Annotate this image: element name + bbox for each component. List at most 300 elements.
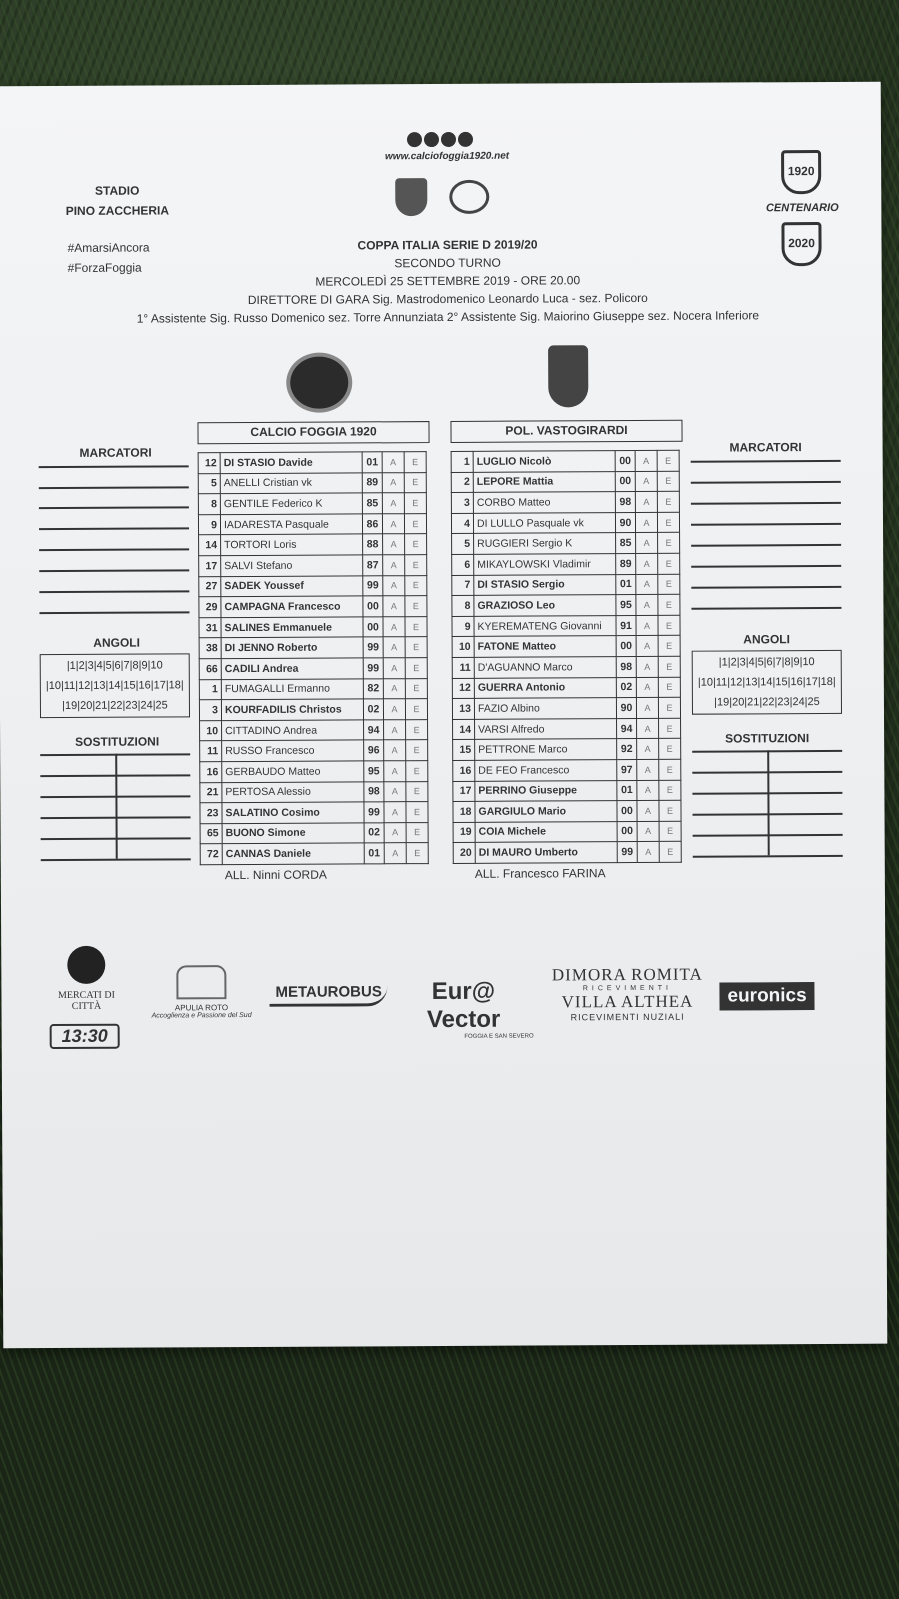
player-name: DI LULLO Pasquale vk [473, 512, 615, 533]
player-year: 89 [362, 472, 382, 493]
hashtag-2: #ForzaFoggia [67, 260, 142, 275]
player-year: 99 [364, 802, 384, 823]
write-in-line[interactable] [39, 611, 189, 614]
player-name: DI STASIO Davide [220, 452, 362, 473]
player-name: FAZIO Albino [474, 698, 616, 719]
col-e[interactable]: E [659, 718, 681, 739]
player-number: 3 [199, 700, 221, 721]
player-name: RUSSO Francesco [222, 740, 364, 761]
player-name: SALINES Emmanuele [221, 617, 363, 638]
eurovector-label: Eur@ Vector [426, 977, 501, 1034]
player-row [453, 842, 681, 864]
col-a[interactable]: A [637, 739, 659, 760]
col-a[interactable]: A [382, 513, 404, 534]
home-roster [198, 451, 429, 865]
match-date: MERCOLEDÌ 25 SETTEMBRE 2019 - ORE 20.00 [315, 273, 581, 289]
player-row [199, 616, 427, 638]
col-a[interactable]: A [383, 637, 405, 658]
col-a[interactable]: A [637, 842, 659, 863]
col-e[interactable]: E [405, 699, 427, 720]
player-year: 99 [363, 637, 383, 658]
away-sostituzioni-title: SOSTITUZIONI [725, 731, 810, 746]
player-year: 94 [617, 718, 637, 739]
youtube-icon[interactable] [458, 132, 473, 147]
col-a[interactable]: A [636, 574, 658, 595]
player-row [452, 533, 680, 555]
col-e[interactable]: E [406, 740, 428, 761]
player-name: DI STASIO Sergio [474, 574, 616, 595]
player-name: CADILI Andrea [221, 658, 363, 679]
player-year: 98 [364, 781, 384, 802]
write-in-line[interactable] [691, 460, 841, 463]
lnd-logo-icon [395, 178, 427, 216]
away-marcatori-title: MARCATORI [729, 440, 802, 455]
round: SECONDO TURNO [394, 255, 501, 271]
col-e[interactable]: E [405, 555, 427, 576]
apulia-tagline: Accoglienza e Passione del Sud [151, 1012, 252, 1020]
col-e[interactable]: E [658, 533, 680, 554]
player-name: SALVI Stefano [221, 555, 363, 576]
col-a[interactable]: A [383, 575, 405, 596]
col-e[interactable]: E [658, 677, 680, 698]
col-a[interactable]: A [637, 759, 659, 780]
player-row [452, 636, 680, 658]
col-a[interactable]: A [637, 718, 659, 739]
player-year: 99 [617, 842, 637, 863]
player-row [199, 596, 427, 618]
apulia-label: APULIA ROTO [174, 1003, 229, 1013]
player-year: 86 [362, 514, 382, 535]
col-e[interactable]: E [659, 759, 681, 780]
player-year: 01 [616, 574, 636, 595]
angoli-row: |19|20|21|22|23|24|25 [62, 699, 168, 712]
col-a[interactable]: A [383, 555, 405, 576]
col-e[interactable]: E [405, 616, 427, 637]
player-name: MIKAYLOWSKI Vladimir [474, 554, 616, 575]
col-e[interactable]: E [405, 658, 427, 679]
home-coach: ALL. Ninni CORDA [224, 867, 327, 883]
stadium-name [47, 180, 187, 221]
col-e[interactable]: E [658, 656, 680, 677]
col-e[interactable]: E [657, 491, 679, 512]
player-name: D'AGUANNO Marco [474, 657, 616, 678]
col-a[interactable]: A [384, 802, 406, 823]
facebook-icon[interactable] [407, 132, 422, 147]
player-row [200, 802, 428, 824]
col-a[interactable]: A [382, 493, 404, 514]
player-number: 21 [200, 782, 222, 803]
player-number: 5 [452, 534, 474, 555]
badge-1920-icon: 1920 [781, 150, 821, 194]
eurovector-logo [393, 978, 533, 1041]
player-name: GERBAUDO Matteo [222, 761, 364, 782]
player-row [200, 719, 428, 741]
player-number: 14 [199, 535, 221, 556]
col-e[interactable]: E [659, 842, 681, 863]
col-e[interactable]: E [659, 821, 681, 842]
col-e[interactable]: E [659, 739, 681, 760]
player-year: 99 [363, 658, 383, 679]
col-a[interactable]: A [384, 822, 406, 843]
instagram-icon[interactable] [441, 132, 456, 147]
away-marcatori-lines [0, 82, 881, 87]
col-e[interactable]: E [659, 800, 681, 821]
col-a[interactable]: A [636, 636, 658, 657]
player-row [452, 574, 680, 596]
player-row [453, 821, 681, 843]
player-year: 90 [615, 512, 635, 533]
col-a[interactable]: A [383, 596, 405, 617]
player-row [199, 555, 427, 577]
write-in-line[interactable] [691, 544, 841, 547]
home-marcatori-title: MARCATORI [79, 445, 152, 460]
col-a[interactable]: A [383, 699, 405, 720]
col-a[interactable]: A [384, 719, 406, 740]
player-row [199, 658, 427, 680]
player-year: 00 [363, 617, 383, 638]
player-number: 3 [451, 493, 473, 514]
col-a[interactable]: A [637, 800, 659, 821]
col-e[interactable]: E [657, 512, 679, 533]
player-year: 82 [363, 678, 383, 699]
home-sostituzioni-title: SOSTITUZIONI [75, 734, 160, 749]
col-e[interactable]: E [405, 596, 427, 617]
write-in-line[interactable] [691, 502, 841, 505]
away-angoli-title: ANGOLI [743, 632, 790, 647]
player-year: 85 [362, 493, 382, 514]
player-name: CORBO Matteo [473, 492, 615, 513]
player-number: 14 [453, 719, 475, 740]
player-number: 16 [453, 760, 475, 781]
player-name: DE FEO Francesco [475, 759, 617, 780]
player-row [200, 740, 428, 762]
player-name: DI MAURO Umberto [475, 842, 617, 863]
player-year: 97 [617, 759, 637, 780]
col-e[interactable]: E [405, 575, 427, 596]
referee: DIRETTORE DI GARA Sig. Mastrodomenico Leonardo Luca - sez. Policoro [247, 290, 648, 308]
col-e[interactable]: E [658, 553, 680, 574]
col-a[interactable]: A [383, 616, 405, 637]
player-number: 66 [199, 659, 221, 680]
player-name: CITTADINO Andrea [222, 720, 364, 741]
col-a[interactable]: A [383, 534, 405, 555]
player-row [199, 699, 427, 721]
col-a[interactable]: A [635, 492, 657, 513]
angoli-row: |10|11|12|13|14|15|16|17|18| [697, 675, 836, 689]
col-a[interactable]: A [636, 595, 658, 616]
home-sostituzioni-grid [0, 82, 881, 87]
write-in-line[interactable] [691, 481, 841, 484]
col-a[interactable]: A [636, 656, 658, 677]
player-name: FUMAGALLI Ermanno [221, 678, 363, 699]
player-year: 00 [616, 636, 636, 657]
col-a[interactable]: A [636, 697, 658, 718]
player-year: 99 [363, 575, 383, 596]
player-year: 90 [616, 698, 636, 719]
player-name: GRAZIOSO Leo [474, 595, 616, 616]
col-e[interactable]: E [406, 760, 428, 781]
player-row [453, 718, 681, 740]
col-a[interactable]: A [635, 450, 657, 471]
player-name: DI JENNO Roberto [221, 637, 363, 658]
col-a[interactable]: A [384, 843, 406, 864]
write-in-line[interactable] [39, 506, 189, 509]
col-e[interactable]: E [404, 472, 426, 493]
player-name: GUERRA Antonio [474, 677, 616, 698]
player-name: LUGLIO Nicolò [473, 451, 615, 472]
col-e[interactable]: E [657, 450, 679, 471]
mercati-logo [51, 946, 121, 1012]
col-a[interactable]: A [636, 677, 658, 698]
write-in-line[interactable] [691, 586, 841, 589]
angoli-row: |19|20|21|22|23|24|25 [714, 696, 820, 709]
player-number: 1 [199, 679, 221, 700]
col-e[interactable]: E [405, 637, 427, 658]
player-name: RUGGIERI Sergio K [474, 533, 616, 554]
euronics-logo: euronics [719, 982, 814, 1010]
player-number: 9 [452, 616, 474, 637]
angoli-row: |1|2|3|4|5|6|7|8|9|10 [66, 659, 163, 672]
player-number: 16 [200, 762, 222, 783]
player-year: 00 [617, 821, 637, 842]
col-e[interactable]: E [658, 574, 680, 595]
dimora-romita-logo [547, 965, 707, 1023]
col-a[interactable]: A [383, 678, 405, 699]
hashtag-1: #AmarsiAncora [67, 240, 150, 255]
player-row [199, 534, 427, 556]
villa-tagline: RICEVIMENTI NUZIALI [570, 1011, 685, 1023]
centenario-label: CENTENARIO [765, 201, 839, 215]
player-year: 98 [615, 492, 635, 513]
col-a[interactable]: A [383, 658, 405, 679]
col-a[interactable]: A [384, 740, 406, 761]
player-year: 85 [616, 533, 636, 554]
player-year: 00 [615, 471, 635, 492]
player-row [200, 843, 428, 865]
col-a[interactable]: A [635, 471, 657, 492]
player-name: SADEK Youssef [221, 575, 363, 596]
player-number: 10 [200, 720, 222, 741]
player-number: 13 [452, 698, 474, 719]
player-number: 11 [200, 741, 222, 762]
sponsor-strip [1, 942, 886, 1077]
sostituzione-divider [767, 750, 769, 855]
write-in-line[interactable] [39, 527, 189, 530]
player-number: 9 [198, 514, 220, 535]
player-number: 23 [200, 803, 222, 824]
col-e[interactable]: E [406, 802, 428, 823]
player-name: ANELLI Cristian vk [220, 473, 362, 494]
player-year: 95 [364, 761, 384, 782]
player-year: 02 [363, 699, 383, 720]
col-a[interactable]: A [637, 821, 659, 842]
player-row [198, 472, 426, 494]
player-year: 91 [616, 615, 636, 636]
col-a[interactable]: A [636, 553, 658, 574]
player-year: 02 [616, 677, 636, 698]
vastogirardi-crest-icon [548, 345, 588, 407]
player-number: 1 [451, 451, 473, 472]
player-row [198, 513, 426, 535]
player-number: 65 [200, 823, 222, 844]
write-in-line[interactable] [39, 569, 189, 572]
col-e[interactable]: E [405, 534, 427, 555]
player-year: 01 [617, 780, 637, 801]
player-name: CANNAS Daniele [222, 843, 364, 864]
player-year: 00 [363, 596, 383, 617]
player-row [452, 656, 680, 678]
col-a[interactable]: A [636, 533, 658, 554]
col-e[interactable]: E [659, 780, 681, 801]
competition: COPPA ITALIA SERIE D 2019/20 [357, 237, 538, 253]
away-angoli-box[interactable] [692, 650, 842, 715]
player-number: 10 [452, 637, 474, 658]
player-row [453, 739, 681, 761]
player-row [452, 677, 680, 699]
player-row [199, 678, 427, 700]
player-row [452, 594, 680, 616]
dimora-label: DIMORA ROMITA [551, 964, 703, 985]
player-number: 38 [199, 638, 221, 659]
stadium-line-1: STADIO [94, 183, 140, 198]
player-name: BUONO Simone [222, 823, 364, 844]
write-in-line[interactable] [39, 465, 189, 468]
col-e[interactable]: E [406, 843, 428, 864]
player-row [451, 450, 679, 472]
player-number: 2 [451, 472, 473, 493]
player-name: VARSI Alfredo [475, 718, 617, 739]
col-e[interactable]: E [406, 781, 428, 802]
col-e[interactable]: E [406, 822, 428, 843]
player-year: 00 [615, 450, 635, 471]
col-a[interactable]: A [384, 781, 406, 802]
player-name: FATONE Matteo [474, 636, 616, 657]
player-row [452, 697, 680, 719]
col-a[interactable]: A [637, 780, 659, 801]
write-in-line[interactable] [39, 548, 189, 551]
player-number: 29 [199, 597, 221, 618]
away-team-name: POL. VASTOGIRARDI [450, 420, 682, 443]
player-row [451, 491, 679, 513]
player-year: 01 [362, 452, 382, 473]
player-year: 98 [616, 656, 636, 677]
player-name: KOURFADILIS Christos [221, 699, 363, 720]
col-e[interactable]: E [658, 697, 680, 718]
serie-d-logo-icon [449, 180, 489, 214]
write-in-line[interactable] [691, 523, 841, 526]
write-in-line[interactable] [39, 590, 189, 593]
player-row [198, 493, 426, 515]
col-e[interactable]: E [657, 471, 679, 492]
col-a[interactable]: A [384, 761, 406, 782]
player-row [451, 471, 679, 493]
home-angoli-box[interactable] [40, 653, 190, 718]
player-number: 19 [453, 822, 475, 843]
player-row [198, 452, 426, 474]
social-icons [407, 132, 473, 147]
1330-logo: 13:30 [50, 1024, 120, 1049]
apulia-roto-logo [151, 965, 251, 1020]
player-number: 18 [453, 801, 475, 822]
player-number: 15 [453, 740, 475, 761]
col-e[interactable]: E [658, 636, 680, 657]
player-number: 17 [453, 781, 475, 802]
player-name: GENTILE Federico K [220, 493, 362, 514]
player-year: 96 [364, 740, 384, 761]
col-a[interactable]: A [636, 615, 658, 636]
home-angoli-title: ANGOLI [93, 635, 140, 650]
home-marcatori-lines [0, 82, 881, 87]
player-year: 89 [616, 553, 636, 574]
assistants: 1° Assistente Sig. Russo Domenico sez. Torre Annunziata 2° Assistente Sig. Maiorino Giuseppe sez. Nocera Inferiore [136, 308, 760, 326]
badge-2020-icon: 2020 [781, 222, 821, 266]
col-e[interactable]: E [404, 493, 426, 514]
player-name: SALATINO Cosimo [222, 802, 364, 823]
player-number: 5 [198, 473, 220, 494]
col-a[interactable]: A [635, 512, 657, 533]
col-e[interactable]: E [658, 594, 680, 615]
player-number: 12 [198, 453, 220, 474]
write-in-line[interactable] [691, 565, 841, 568]
player-year: 88 [363, 534, 383, 555]
mercati-sun-icon [67, 946, 105, 984]
player-row [453, 780, 681, 802]
player-row [200, 822, 428, 844]
player-number: 72 [200, 844, 222, 865]
player-row [452, 615, 680, 637]
player-name: PETTRONE Marco [475, 739, 617, 760]
sostituzione-divider [115, 754, 117, 859]
player-year: 02 [364, 822, 384, 843]
player-number: 31 [199, 617, 221, 638]
col-a[interactable]: A [382, 452, 404, 473]
player-row [200, 760, 428, 782]
player-name: COIA Michele [475, 821, 617, 842]
mercati-label: MERCATI DI CITTÀ [57, 989, 115, 1012]
write-in-line[interactable] [691, 607, 841, 610]
metaurobus-logo: METAUROBUS [269, 980, 388, 1007]
col-a[interactable]: A [382, 472, 404, 493]
player-number: 20 [453, 843, 475, 864]
player-name: TORTORI Loris [221, 534, 363, 555]
player-name: LEPORE Mattia [473, 471, 615, 492]
angoli-row: |1|2|3|4|5|6|7|8|9|10 [718, 656, 815, 669]
col-e[interactable]: E [406, 719, 428, 740]
apulia-building-icon [176, 965, 226, 999]
player-name: KYEREMATENG Giovanni [474, 615, 616, 636]
player-year: 01 [364, 843, 384, 864]
villa-althea-label: VILLA ALTHEA [561, 991, 694, 1012]
player-name: GARGIULO Mario [475, 801, 617, 822]
col-e[interactable]: E [658, 615, 680, 636]
col-e[interactable]: E [404, 452, 426, 473]
player-name: CAMPAGNA Francesco [221, 596, 363, 617]
player-row [199, 637, 427, 659]
player-row [453, 759, 681, 781]
away-sostituzioni-grid [0, 82, 881, 87]
write-in-line[interactable] [39, 486, 189, 489]
away-roster [451, 450, 682, 864]
website-url[interactable]: www.calciofoggia1920.net [384, 150, 510, 163]
dimora-tagline: RICEVIMENTI [582, 984, 673, 993]
home-team-name: CALCIO FOGGIA 1920 [197, 421, 429, 444]
col-e[interactable]: E [405, 678, 427, 699]
player-row [453, 800, 681, 822]
twitter-icon[interactable] [424, 132, 439, 147]
player-row [200, 781, 428, 803]
col-e[interactable]: E [404, 513, 426, 534]
player-number: 8 [452, 595, 474, 616]
